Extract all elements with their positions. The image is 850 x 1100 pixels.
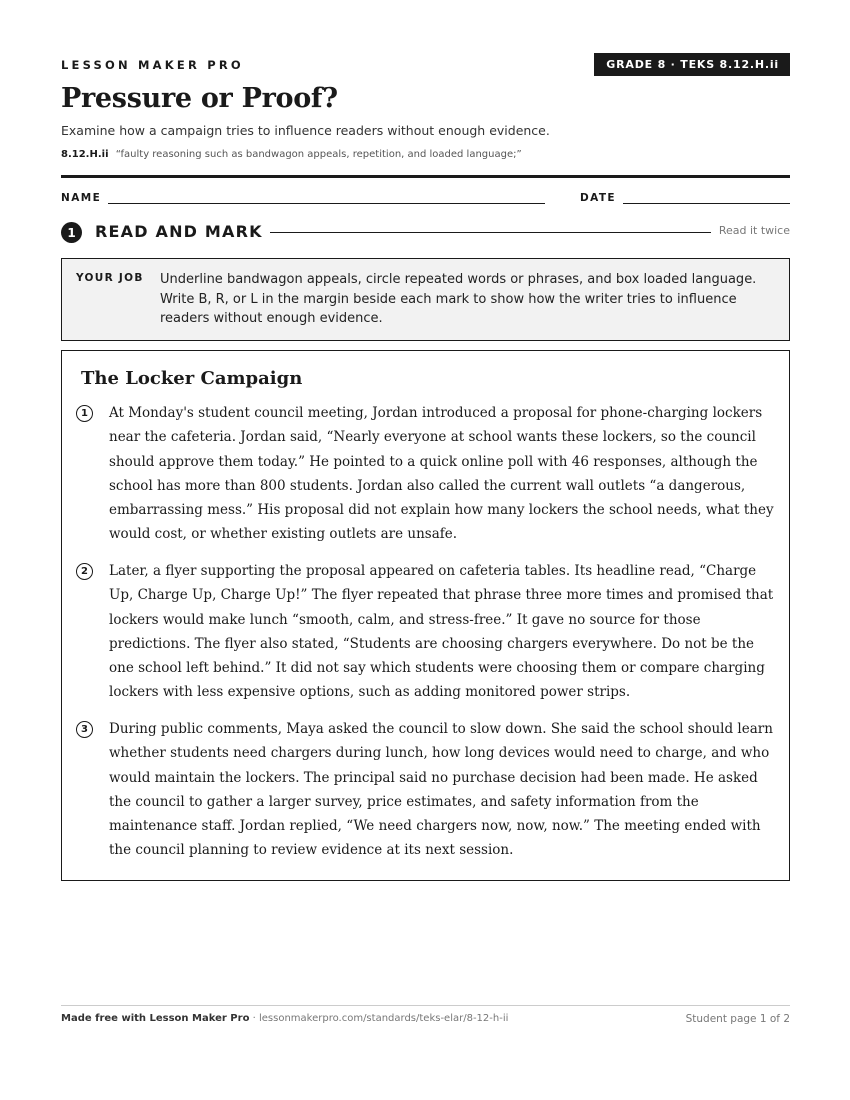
section-rule bbox=[270, 232, 711, 233]
standard-code: 8.12.H.ii bbox=[61, 149, 109, 160]
passage-paragraph-3: During public comments, Maya asked the council to slow down. She said the school should learn whether students need chargers during lunch, how long devices would need to charge, and who would maintain the lockers. The principal said no purchase decision had been made. He asked the council to gather a larger survey, price estimates, and safety information from the maintenance staff. Jordan replied, “We need chargers now, now, now.” The meeting ended with the council planning to review evidence at its next session. bbox=[109, 721, 773, 859]
footer-divider bbox=[61, 1005, 790, 1006]
paragraph-number-1: 1 bbox=[76, 405, 93, 422]
footer-credit bbox=[61, 1013, 508, 1024]
paragraph-number-3: 3 bbox=[76, 721, 93, 738]
standard-line bbox=[61, 149, 522, 160]
section-number-badge: 1 bbox=[61, 222, 82, 243]
footer-made-with: Made free with Lesson Maker Pro bbox=[61, 1013, 250, 1024]
instructions-label: YOUR JOB bbox=[76, 272, 144, 284]
footer-url[interactable]: · lessonmakerpro.com/standards/teks-elar/8-12-h-ii bbox=[249, 1013, 509, 1024]
name-label: NAME bbox=[61, 192, 102, 204]
section-note: Read it twice bbox=[718, 224, 790, 237]
date-field[interactable] bbox=[623, 203, 790, 204]
grade-standard-badge: GRADE 8 · TEKS 8.12.H.ii bbox=[594, 53, 790, 76]
page-indicator: Student page 1 of 2 bbox=[685, 1013, 790, 1025]
worksheet-page bbox=[61, 0, 790, 1100]
passage-box bbox=[61, 350, 790, 881]
passage-paragraph-2: Later, a flyer supporting the proposal appeared on cafeteria tables. Its headline read, “Charge Up, Charge Up, Charge Up!” The flyer repeated that phrase three more times and promised that lockers would make lunch “smooth, calm, and stress-free.” It gave no source for those predictions. The flyer also stated, “Students are choosing chargers everywhere. Do not be the one school left behind.” It did not say which students were choosing them or compare charging lockers with less expensive options, such as adding monitored power strips. bbox=[109, 563, 774, 701]
page-subtitle: Examine how a campaign tries to influence readers without enough evidence. bbox=[61, 123, 550, 138]
passage-title: The Locker Campaign bbox=[81, 368, 303, 389]
date-label: DATE bbox=[580, 192, 616, 204]
paragraph-number-2: 2 bbox=[76, 563, 93, 580]
section-title: READ AND MARK bbox=[95, 222, 263, 241]
passage-paragraph-1: At Monday's student council meeting, Jordan introduced a proposal for phone-charging lockers near the cafeteria. Jordan said, “Nearly everyone at school wants these lockers, so the council should approve them today.” He pointed to a quick online poll with 46 responses, although the school has more than 800 students. Jordan also called the current wall outlets “a dangerous, embarrassing mess.” His proposal did not explain how many lockers the school needs, what they would cost, or whether existing outlets are unsafe. bbox=[109, 405, 774, 543]
instructions-box bbox=[61, 258, 790, 341]
instructions-text: Underline bandwagon appeals, circle repeated words or phrases, and box loaded language. Write B, R, or L in the margin beside each mark to show how the writer tries to influence readers without enough evidence. bbox=[160, 272, 757, 326]
header-divider bbox=[61, 175, 790, 178]
standard-text: “faulty reasoning such as bandwagon appeals, repetition, and loaded language;” bbox=[115, 149, 522, 160]
page-title: Pressure or Proof? bbox=[61, 83, 338, 114]
name-field[interactable] bbox=[108, 203, 545, 204]
brand-name: LESSON MAKER PRO bbox=[61, 58, 244, 72]
